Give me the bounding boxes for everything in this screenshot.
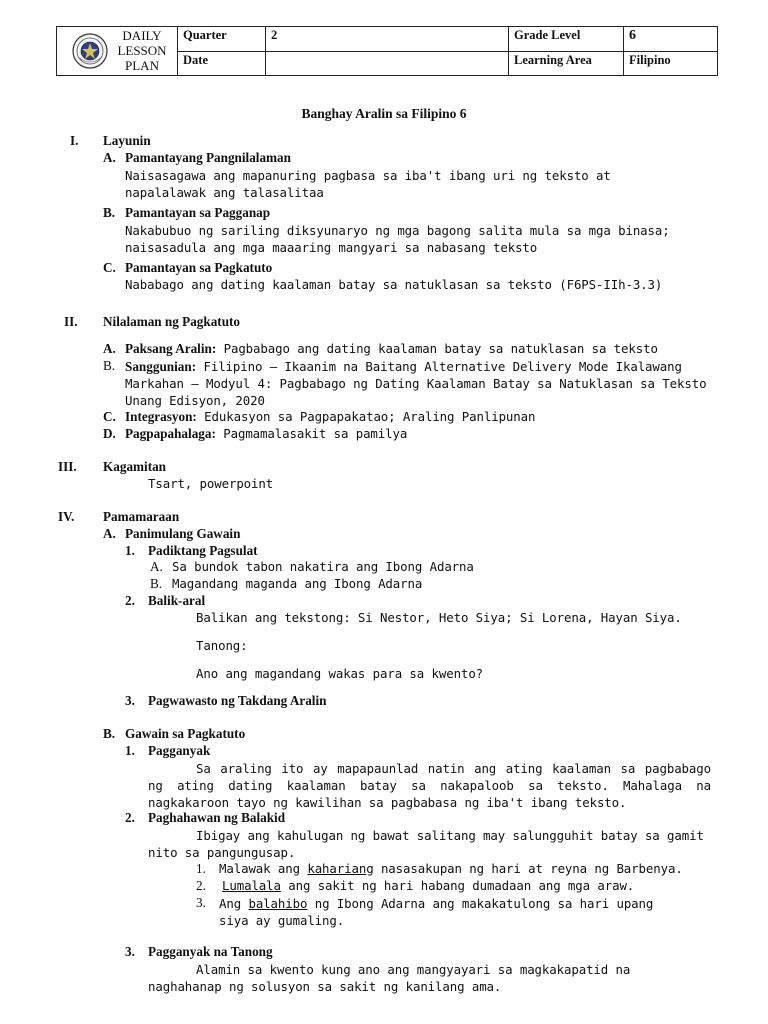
reference-line: [125, 358, 710, 409]
section-heading: Kagamitan: [103, 459, 167, 474]
item-letter: B.: [103, 726, 116, 741]
dlp-line-1: DAILY: [122, 28, 162, 43]
performance-standard-text: Nakabubuo ng sariling diksyunaryo ng mga bagong salita mula sa mga binasa; naisasadula ang mga maaaring mangyari sa nabasang teksto: [125, 223, 670, 255]
subheading: Pamantayang Pangnilalaman: [125, 150, 291, 165]
header-col-divider: [265, 27, 266, 75]
underlined-word: kaharian: [307, 861, 367, 876]
integration-line: [125, 409, 535, 425]
vocab-number: 3.: [196, 895, 206, 910]
values-text: Pagmamalasakit sa pamilya: [215, 426, 408, 441]
step-number: 3.: [125, 944, 135, 959]
content-standard-text: Naisasagawa ang mapanuring pagbasa sa iba't ibang uri ng teksto at napalalawak ang talasalitaa: [125, 168, 611, 200]
subheading: Panimulang Gawain: [125, 526, 241, 541]
vocab-number: 1.: [196, 861, 206, 876]
sentence-part: Malawak ang: [219, 861, 308, 876]
item-letter: B.: [103, 205, 116, 220]
header-table: [56, 26, 718, 76]
subheading: Gawain sa Pagkatuto: [125, 726, 246, 741]
subheading: Pamantayan sa Pagganap: [125, 205, 271, 220]
integration-label: Integrasyon:: [125, 409, 197, 424]
unlocking-text: Ibigay ang kahulugan ng bawat salitang may salungguhit batay sa gamit nito sa pangungusap.: [148, 828, 704, 860]
vocab-sentence: [222, 878, 634, 893]
header-row-divider: [178, 51, 717, 52]
dlp-line-3: PLAN: [125, 58, 159, 73]
sentence-part: ng Ibong Adarna ang makakatulong sa hari upang siya ay gumaling.: [219, 896, 654, 928]
learning-competency-text: Nababago ang dating kaalaman batay sa natuklasan sa teksto (F6PS-IIh-3.3): [125, 277, 663, 292]
learning-area-label: Learning Area: [514, 53, 592, 67]
step-heading: Balik-aral: [148, 593, 206, 608]
step-number: 2.: [125, 810, 135, 825]
quarter-value: 2: [271, 28, 278, 42]
sentence-part: Ang: [219, 896, 249, 911]
list-item: Sa bundok tabon nakatira ang Ibong Adarna: [172, 559, 474, 574]
step-number: 1.: [125, 743, 135, 758]
values-label: Pagpapahalaga:: [125, 426, 216, 441]
list-item: Magandang maganda ang Ibong Adarna: [172, 576, 423, 591]
step-number: 1.: [125, 543, 135, 558]
vocab-sentence: [219, 895, 669, 929]
motive-question-text: Alamin sa kwento kung ano ang mangyayari sa magkakapatid na naghahanap ng solusyon sa sakit ng kanilang ama.: [148, 962, 631, 994]
header-col-divider: [508, 27, 509, 75]
grade-level-label: Grade Level: [514, 28, 581, 42]
section-heading: Layunin: [103, 133, 151, 148]
item-letter: A.: [103, 341, 116, 356]
integration-text: Edukasyon sa Pagpapakatao; Araling Panlipunan: [196, 409, 536, 424]
quarter-label: Quarter: [183, 28, 227, 42]
item-letter: A.: [103, 526, 116, 541]
list-item-letter: A.: [150, 559, 163, 574]
learning-area-value: Filipino: [629, 53, 671, 67]
document-title: Banghay Aralin sa Filipino 6: [301, 106, 467, 121]
subheading: Pamantayan sa Pagkatuto: [125, 260, 273, 275]
dlp-line-2: LESSON: [117, 43, 167, 58]
item-letter: A.: [103, 150, 116, 165]
reference-text: Filipino – Ikaanim na Baitang Alternative Delivery Mode Ikalawang Markahan – Modyul 4: Pagbabago ng Dating Kaalaman Batay sa Natuklasan sa Teksto Unang Edisyon, 2020: [125, 359, 707, 408]
underlined-word: Lumalala: [222, 878, 281, 893]
sentence-part: ang sakit ng hari habang dumadaan ang mga araw.: [280, 878, 635, 893]
step-heading: Padiktang Pagsulat: [148, 543, 258, 558]
step-number: 2.: [125, 593, 135, 608]
question-text: Ano ang magandang wakas para sa kwento?: [196, 666, 484, 681]
values-line: [125, 426, 407, 442]
reference-label: Sanggunian:: [125, 359, 197, 374]
vocab-sentence: [219, 861, 683, 876]
date-label: Date: [183, 53, 208, 67]
sentence-part: g nasasakupan ng hari at reyna ng Barbenya.: [366, 861, 683, 876]
logo-cell: [57, 27, 178, 75]
question-label: Tanong:: [196, 638, 248, 653]
list-item-letter: B.: [150, 576, 163, 591]
step-heading: Pagganyak na Tanong: [148, 944, 273, 959]
section-number: I.: [70, 133, 79, 148]
section-heading: Pamamaraan: [103, 509, 180, 524]
step-number: 3.: [125, 693, 135, 708]
grade-level-value: 6: [629, 28, 636, 43]
vocab-number: 2.: [196, 878, 206, 893]
topic-line: [125, 341, 658, 357]
step-heading: Pagganyak: [148, 743, 211, 758]
motivation-text: Sa araling ito ay mapapaunlad natin ang ating kaalaman sa pagbabago ng ating dating kaalaman batay sa nakapaloob sa teksto. Mahalaga na nagkakaroon tayo ng kawilihan sa pagbabasa ng iba't ibang teksto.: [148, 761, 711, 810]
section-number: III.: [58, 459, 77, 474]
section-number: II.: [64, 314, 78, 329]
header-col-divider: [623, 27, 624, 75]
section-heading: Nilalaman ng Pagkatuto: [103, 314, 241, 329]
topic-text: Pagbabago ang dating kaalaman batay sa natuklasan sa teksto: [216, 341, 658, 356]
item-letter: B.: [103, 358, 116, 373]
item-letter: D.: [103, 426, 116, 441]
review-text: Balikan ang tekstong: Si Nestor, Heto Siya; Si Lorena, Hayan Siya.: [196, 610, 682, 625]
step-heading: Pagwawasto ng Takdang Aralin: [148, 693, 327, 708]
item-letter: C.: [103, 260, 116, 275]
step-heading: Paghahawan ng Balakid: [148, 810, 286, 825]
section-number: IV.: [58, 509, 75, 524]
item-letter: C.: [103, 409, 116, 424]
daily-lesson-plan-label: [112, 28, 172, 73]
deped-seal-icon: [72, 33, 108, 69]
underlined-word: balahibo: [248, 896, 308, 911]
topic-label: Paksang Aralin:: [125, 341, 217, 356]
materials-text: Tsart, powerpoint: [148, 476, 274, 491]
